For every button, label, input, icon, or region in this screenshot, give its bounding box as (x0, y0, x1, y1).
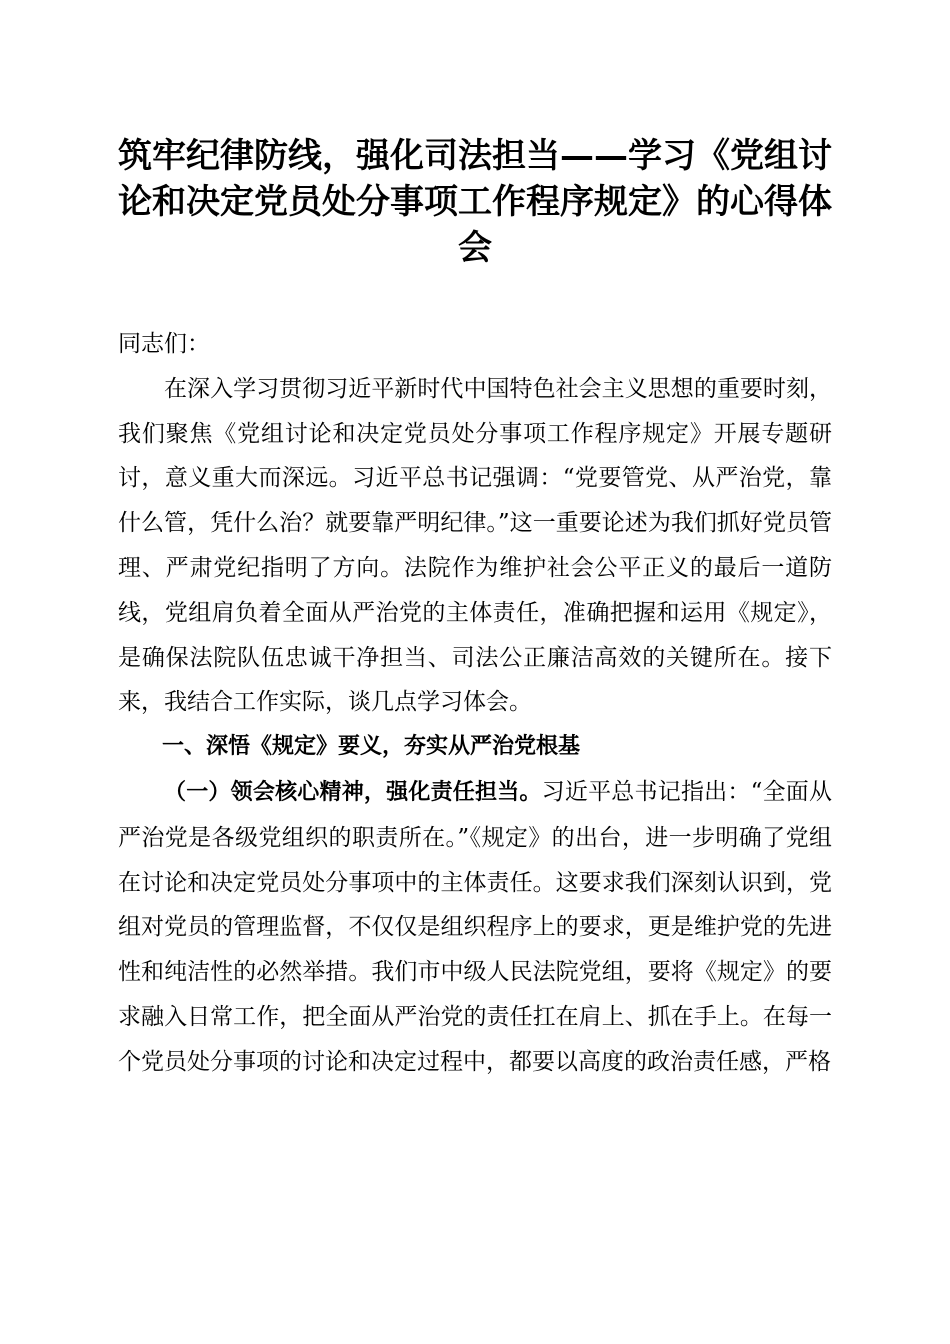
subsection-lead: （一）领会核心精神，强化责任担当。 (164, 779, 542, 805)
subsection-text: 习近平总书记指出：“全面从严治党是各级党组织的职责所在。”《规定》的出台，进一步明确了党组在讨论和决定党员处分事项中的主体责任。这要求我们深刻认识到，党组对党员的管理监督，不仅仅是组织程序上的要求，更是维护党的先进性和纯洁性的必然举措。我们市中级人民法院党组，要将《规定》的要求融入日常工作，把全面从严治党的责任扛在肩上、抓在手上。在每一个党员处分事项的讨论和决定过程中，都要以高度的政治责任感，严格 (118, 778, 832, 1075)
intro-paragraph: 在深入学习贯彻习近平新时代中国特色社会主义思想的重要时刻，我们聚焦《党组讨论和决定党员处分事项工作程序规定》开展专题研讨，意义重大而深远。习近平总书记强调：“党要管党、从严治党，靠什么管，凭什么治？就要靠严明纪律。”这一重要论述为我们抓好党员管理、严肃党纪指明了方向。法院作为维护社会公平正义的最后一道防线，党组肩负着全面从严治党的主体责任，准确把握和运用《规定》，是确保法院队伍忠诚干净担当、司法公正廉洁高效的关键所在。接下来，我结合工作实际，谈几点学习体会。 (118, 375, 832, 716)
salutation: 同志们： (118, 331, 210, 357)
document-title: 筑牢纪律防线，强化司法担当——学习《党组讨论和决定党员处分事项工作程序规定》的心得体会 (118, 136, 832, 268)
subsection-paragraph (118, 770, 832, 1085)
document-body (118, 322, 832, 1128)
section-heading: 一、深悟《规定》要义，夯实从严治党根基 (162, 734, 581, 760)
